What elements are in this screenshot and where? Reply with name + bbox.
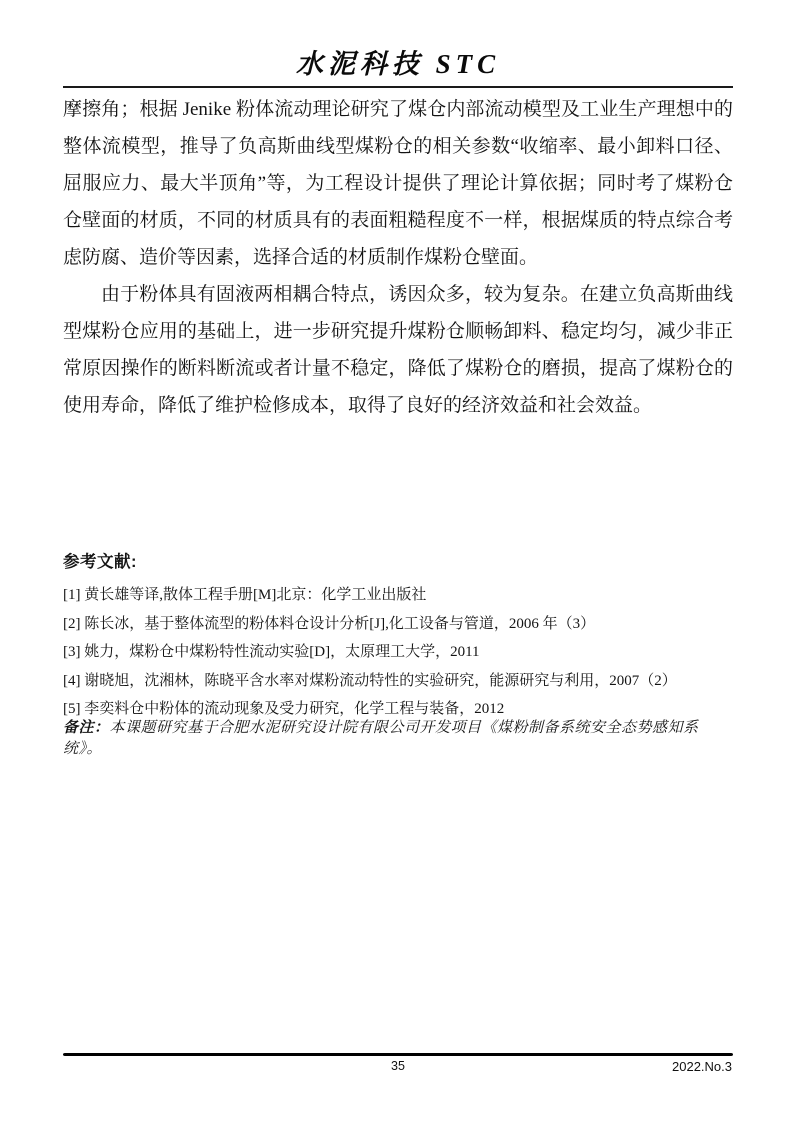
reference-item: [4] 谢晓旭，沈湘林，陈晓平含水率对煤粉流动特性的实验研究，能源研究与利用，2007（2）	[63, 672, 677, 689]
paragraph-2: 由于粉体具有固液两相耦合特点，诱因众多，较为复杂。在建立负高斯曲线型煤粉仓应用的基础上，进一步研究提升煤粉仓顺畅卸料、稳定均匀，减少非正常原因操作的断料断流或者计量不稳定，降低了煤粉仓的磨损，提高了煤粉仓的使用寿命，降低了维护检修成本，取得了良好的经济效益和社会效益。	[63, 284, 733, 416]
note-label: 备注：	[63, 720, 110, 736]
references-heading: 参考文献:	[63, 553, 137, 571]
reference-item: [3] 姚力，煤粉仓中煤粉特性流动实验[D]，太原理工大学，2011	[63, 644, 480, 660]
reference-item: [1] 黄长雄等译,散体工程手册[M]北京：化学工业出版社	[63, 587, 427, 603]
references-section	[63, 548, 733, 724]
journal-title: 水泥科技 STC	[295, 49, 501, 79]
paragraph-1: 摩擦角；根据 Jenike 粉体流动理论研究了煤仓内部流动模型及工业生产理想中的整体流模型，推导了负高斯曲线型煤粉仓的相关参数“收缩率、最小卸料口径、屈服应力、最大半顶角”等，为工程设计提供了理论计算依据；同时考了煤粉仓仓壁面的材质，不同的材质具有的表面粗糙程度不一样，根据煤质的特点综合考虑防腐、造价等因素，选择合适的材质制作煤粉仓壁面。	[63, 99, 733, 268]
note-text: 本课题研究基于合肥水泥研究设计院有限公司开发项目《煤粉制备系统安全态势感知系统》。	[63, 720, 699, 757]
note	[63, 716, 733, 758]
article-body	[63, 91, 733, 424]
header-rule	[63, 86, 733, 88]
reference-item: [5] 李奕料仓中粉体的流动现象及受力研究，化学工程与装备，2012	[63, 701, 505, 717]
footer-rule	[63, 1053, 733, 1056]
issue-number: 2022.No.3	[672, 1059, 732, 1074]
page-number: 35	[391, 1059, 405, 1073]
reference-item: [2] 陈长冰，基于整体流型的粉体料仓设计分析[J],化工设备与管道，2006 年（3）	[63, 615, 596, 632]
references-list	[63, 581, 733, 724]
